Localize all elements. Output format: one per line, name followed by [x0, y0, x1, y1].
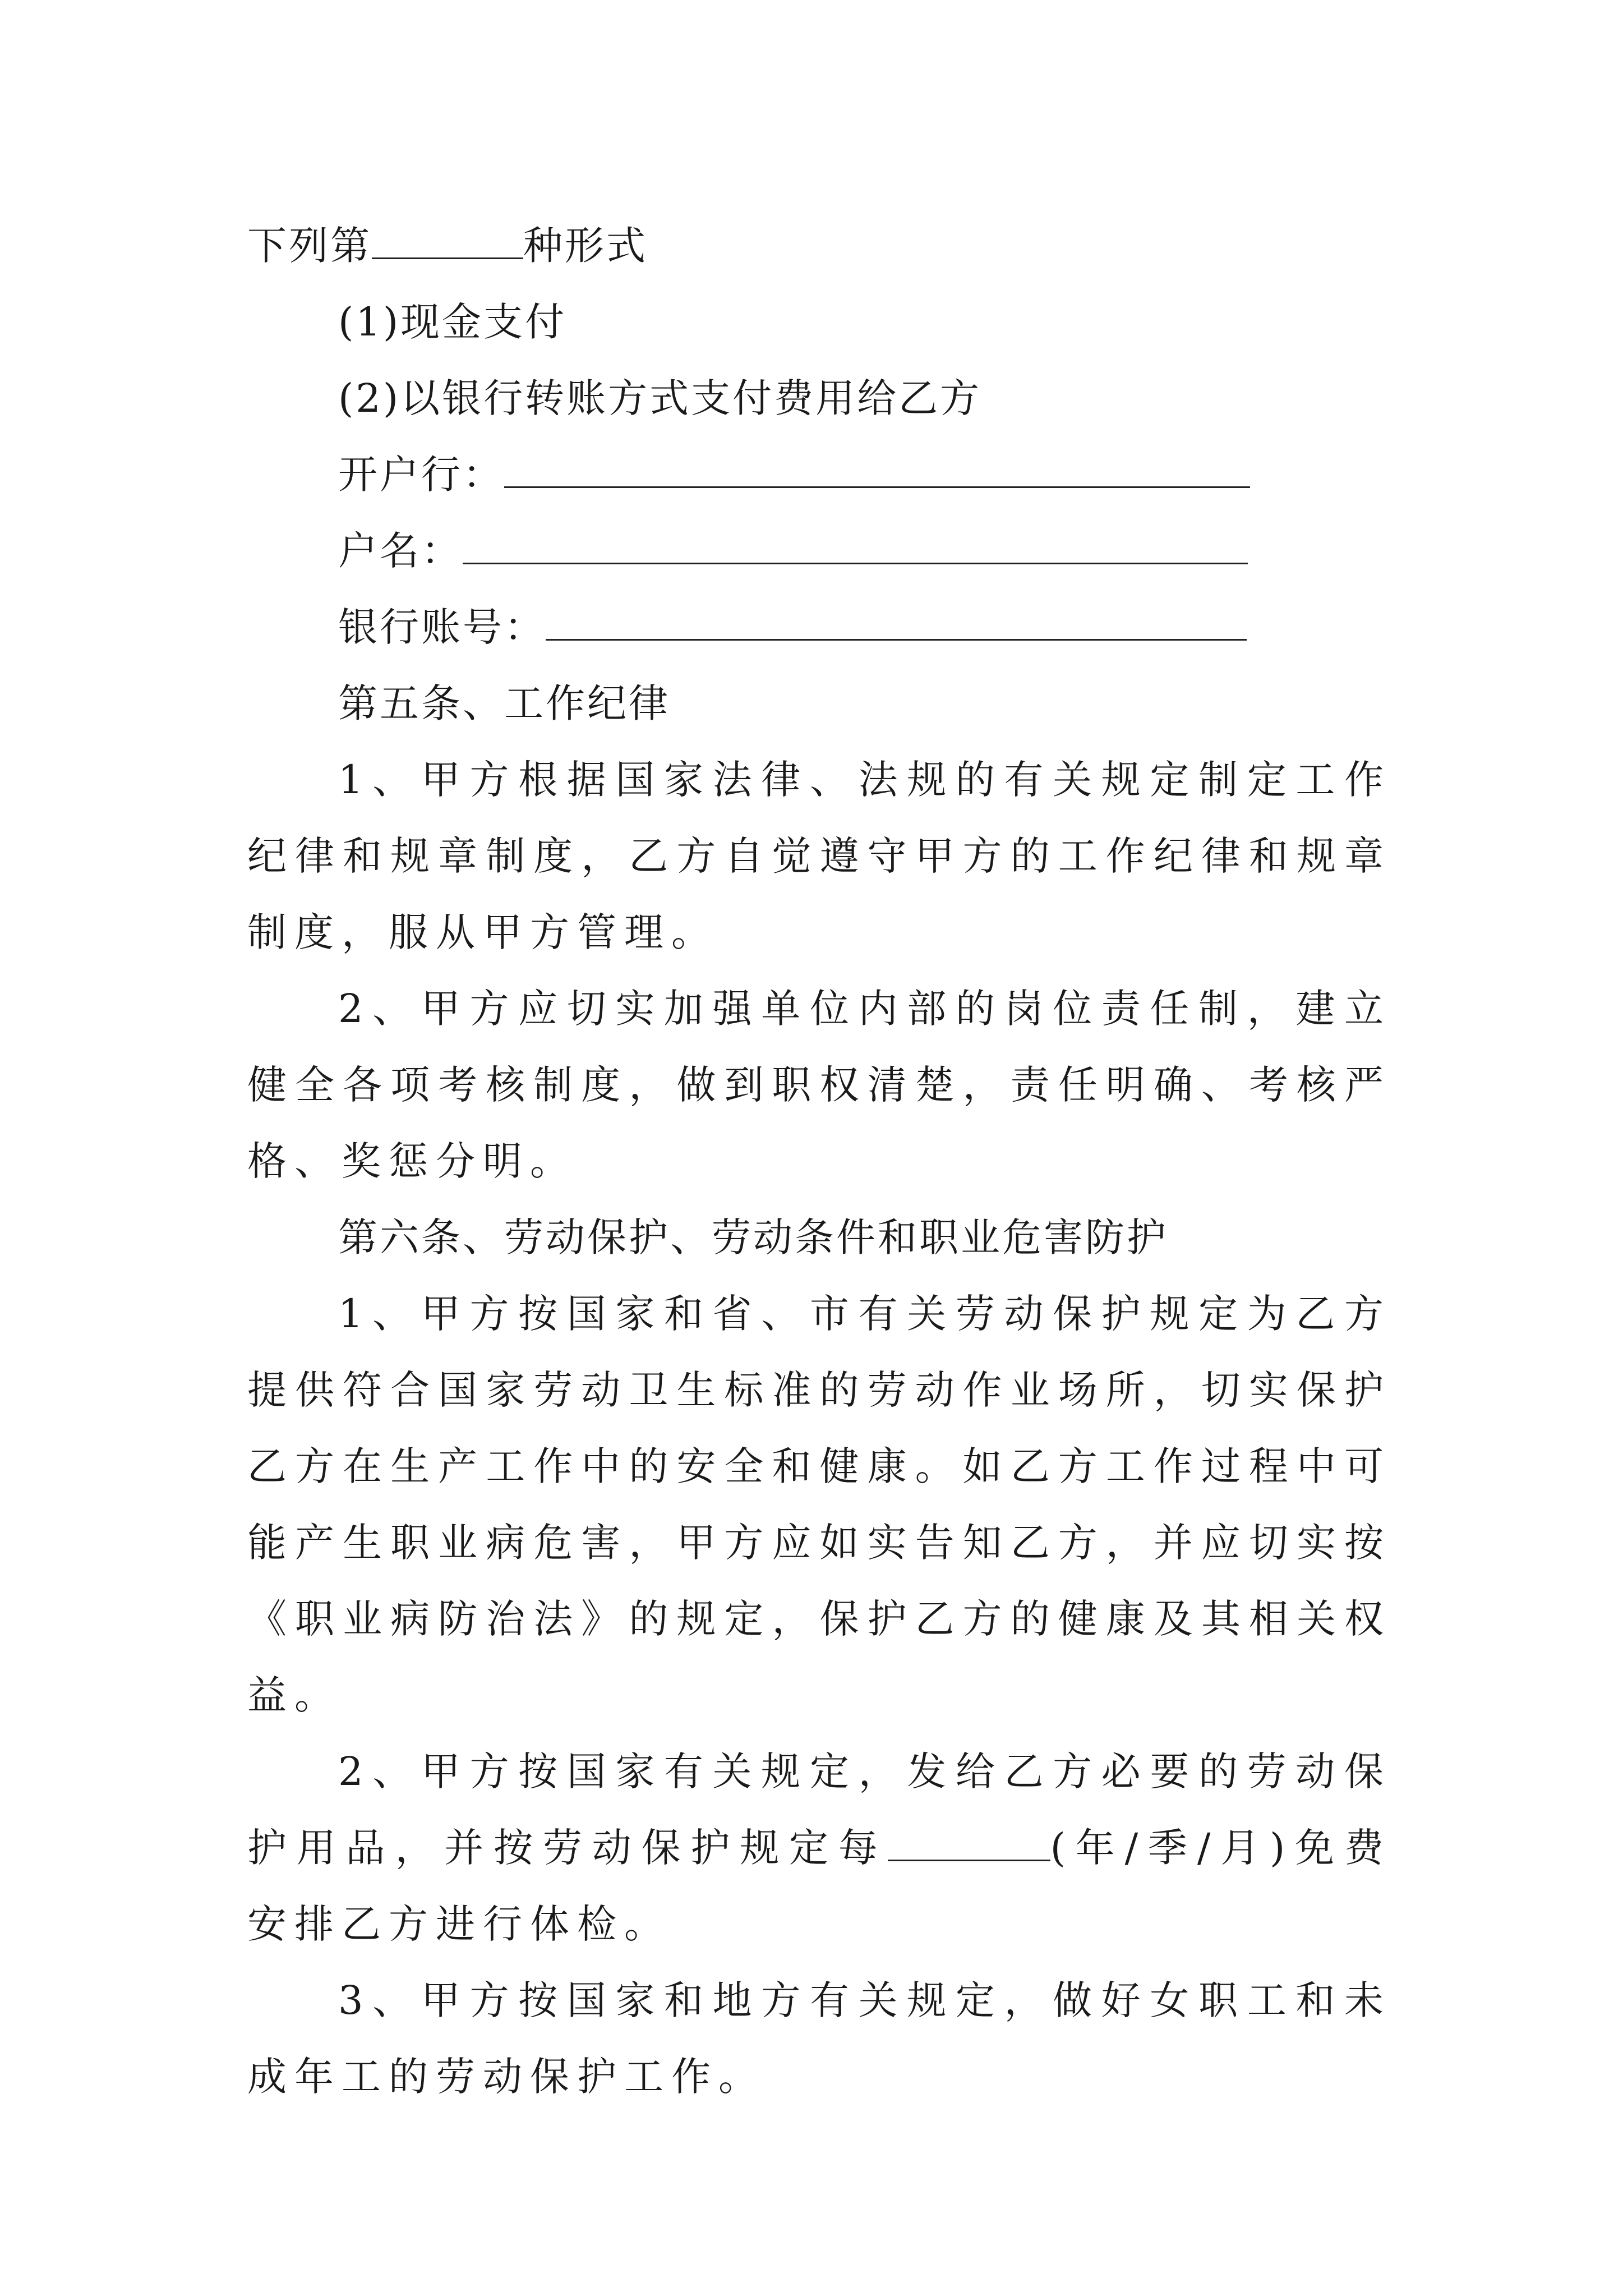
bank-label: 开户行： — [338, 452, 504, 498]
payment-form-suffix: 种形式 — [523, 223, 648, 269]
document-body — [247, 208, 1391, 2115]
article-6-title: 第六条、劳动保护、劳动条件和职业危害防护 — [338, 1214, 1168, 1260]
account-name-label: 户名： — [338, 528, 463, 574]
article-6-paragraph-2-prefix: 2、甲方按国家有关规定，发给乙方必要的劳动保护用品，并按劳动保护规定每 — [247, 1749, 1391, 1871]
article-6-paragraph-1: 1、甲方按国家和省、市有关劳动保护规定为乙方提供符合国家劳动卫生标准的劳动作业场所，切实保护乙方在生产工作中的安全和健康。如乙方工作过程中可能产生职业病危害，甲方应如实告知乙方，并应切实按《职业病防治法》的规定，保护乙方的健康及其相关权益。 — [247, 1291, 1391, 1718]
account-name-blank[interactable] — [463, 529, 1248, 564]
bank-blank[interactable] — [504, 453, 1250, 488]
payment-form-blank[interactable] — [372, 224, 523, 259]
article-5-paragraph-1: 1、甲方根据国家法律、法规的有关规定制定工作纪律和规章制度，乙方自觉遵守甲方的工作纪律和规章制度，服从甲方管理。 — [247, 757, 1391, 955]
article-5-title: 第五条、工作纪律 — [338, 680, 670, 726]
article-6-paragraph-3: 3、甲方按国家和地方有关规定，做好女职工和未成年工的劳动保护工作。 — [247, 1977, 1391, 2100]
account-name-field-line — [247, 513, 1391, 589]
article-6-paragraph-2 — [247, 1733, 1391, 1962]
checkup-frequency-blank[interactable] — [888, 1826, 1050, 1861]
article-6-paragraph-2-suffix: (年/季/月)免费安排乙方进行体检。 — [247, 1825, 1391, 1947]
account-number-label: 银行账号： — [338, 604, 546, 650]
article-5-paragraph-2: 2、甲方应切实加强单位内部的岗位责任制，建立健全各项考核制度，做到职权清楚，责任明确、考核严格、奖惩分明。 — [247, 986, 1391, 1184]
payment-form-line — [247, 208, 1391, 284]
bank-transfer-option: (2)以银行转账方式支付费用给乙方 — [338, 375, 982, 421]
account-number-blank[interactable] — [546, 605, 1247, 641]
account-number-field-line — [247, 589, 1391, 665]
payment-form-prefix: 下列第 — [247, 223, 372, 269]
cash-payment-option: (1)现金支付 — [338, 299, 567, 345]
bank-field-line — [247, 436, 1391, 513]
